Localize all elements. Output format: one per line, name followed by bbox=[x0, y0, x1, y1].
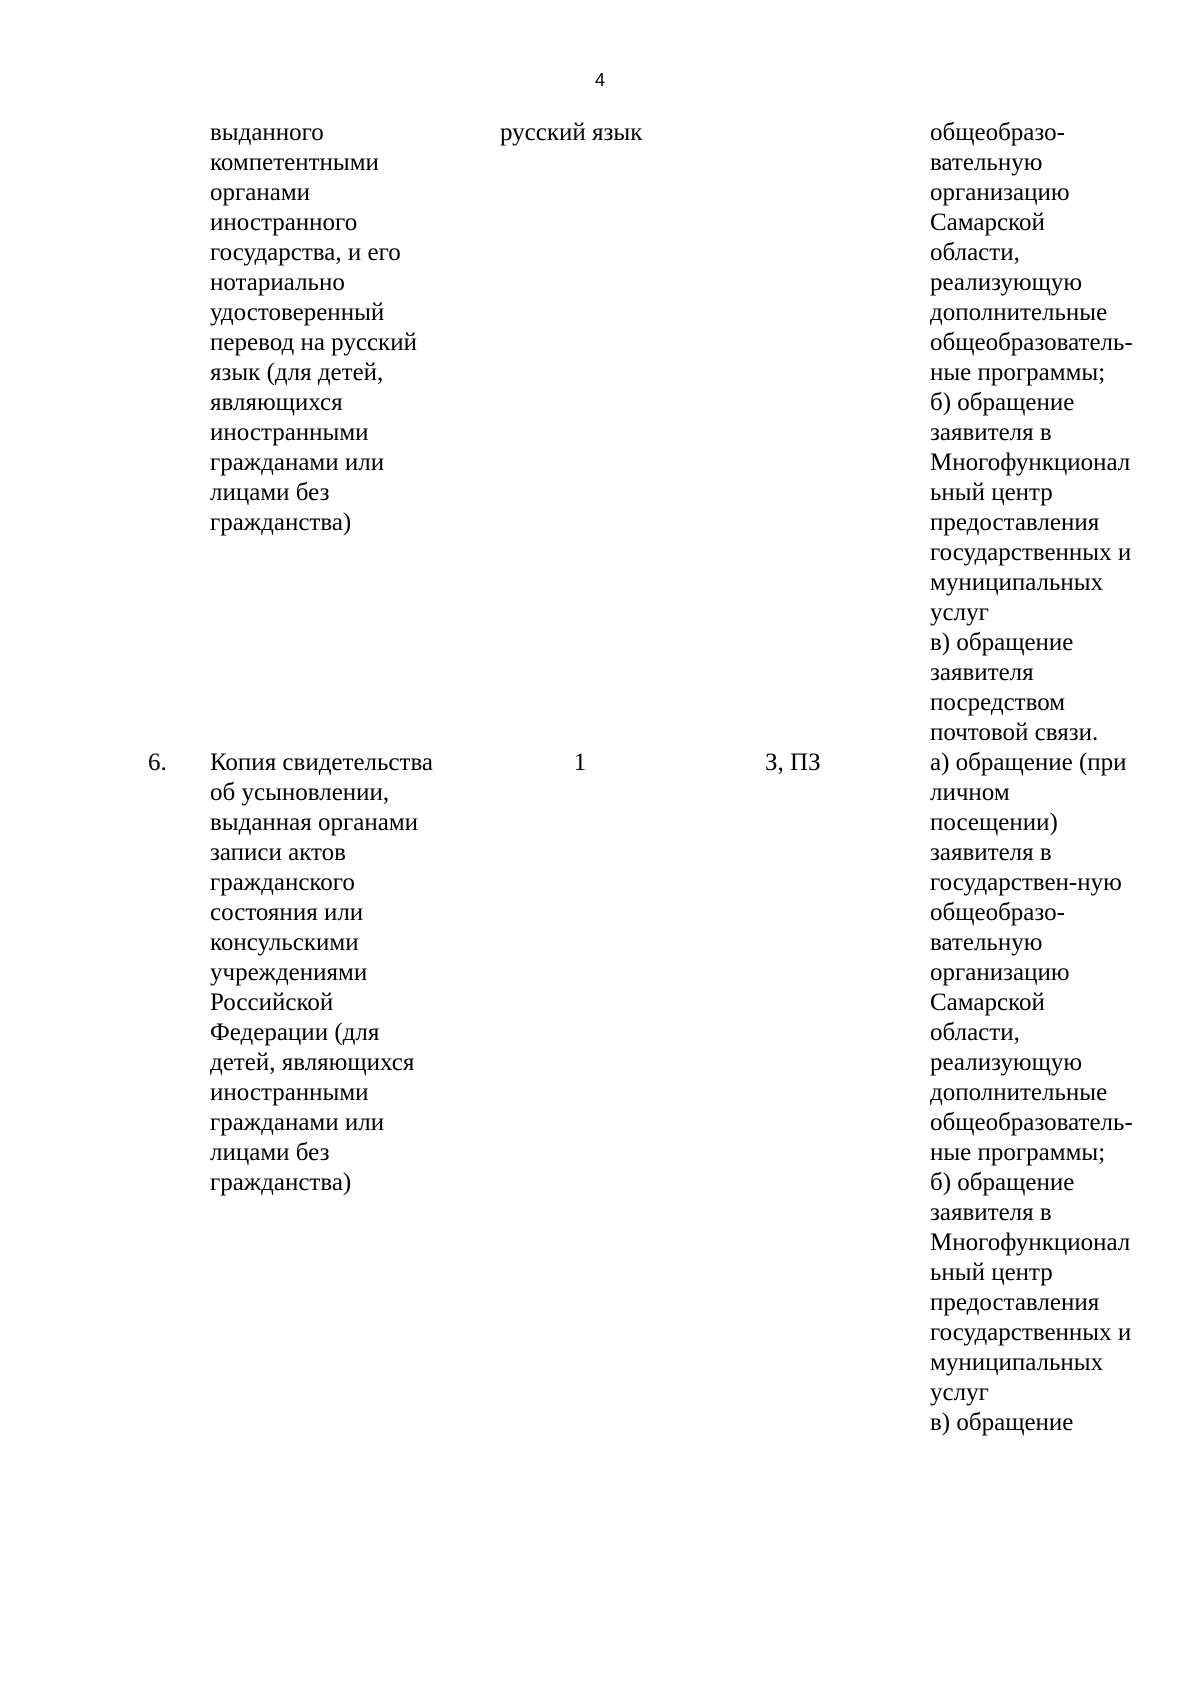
row-6-quantity: 1 bbox=[573, 749, 587, 776]
row-1-submission-ways: общеобразо- вательную организацию Самарской области, реализующую дополнительные общеобразователь- ные программы; б) обращение заявителя в Многофункционал ьный центр предоставления государственных и муниципальных услуг в) обращение заявителя посредством почтовой связи. bbox=[930, 119, 1133, 746]
row-6-submission-ways: а) обращение (при личном посещении) заявителя в государствен-ную общеобразо- вательную организацию Самарской области, реализующую дополнительные общеобразователь- ные программы; б) обращение заявителя в Многофункционал ьный центр предоставления государственных и муниципальных услуг в) обращение bbox=[930, 749, 1133, 1436]
row-1-document-name: выданного компетентными органами иностранного государства, и его нотариально удостоверенный перевод на русский язык (для детей, являющихся иностранными гражданами или лицами без гражданства) bbox=[210, 119, 417, 536]
row-1-language: русский язык bbox=[500, 119, 643, 146]
page-number: 4 bbox=[594, 70, 605, 90]
row-6-number: 6. bbox=[148, 749, 167, 776]
row-6-type: З, ПЗ bbox=[765, 749, 821, 776]
row-6-document-name: Копия свидетельства об усыновлении, выданная органами записи актов гражданского состояния или консульскими учреждениями Российской Федерации (для детей, являющихся иностранными гражданами или лицами без гражданства) bbox=[210, 749, 434, 1196]
